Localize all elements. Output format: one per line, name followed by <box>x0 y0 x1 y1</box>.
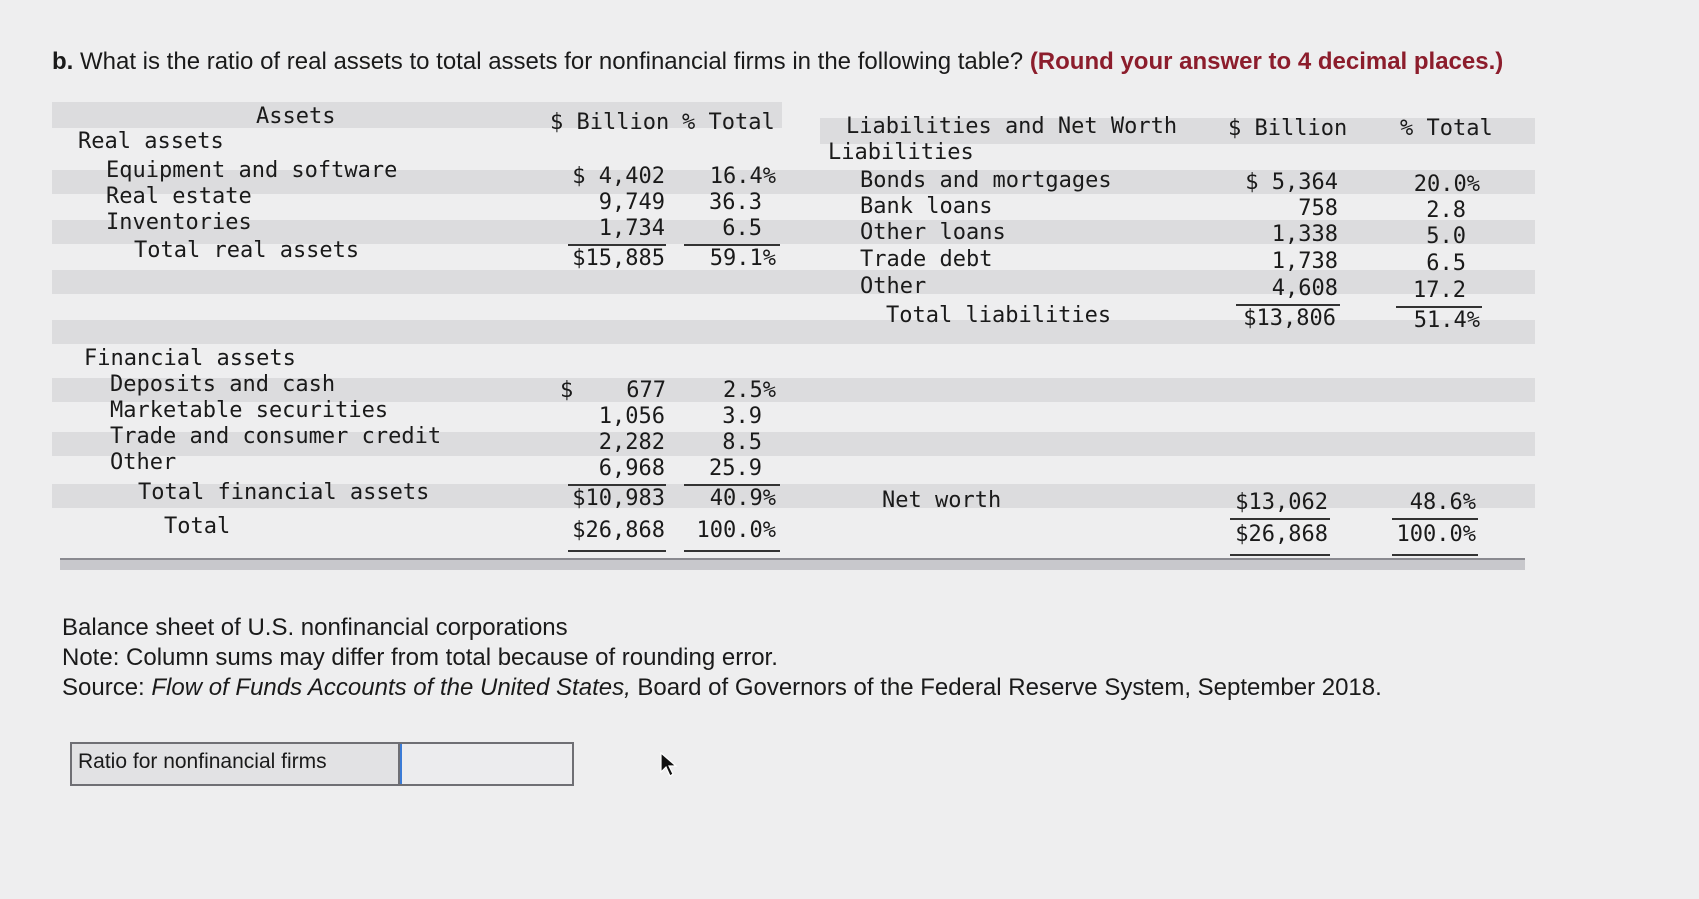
header-liabilities-networth: Liabilities and Net Worth <box>846 114 1178 139</box>
ratio-input[interactable] <box>400 744 572 784</box>
liab-row-billion: 4,608 <box>1271 276 1338 301</box>
total-label: Total <box>164 514 231 539</box>
real-row-label: Inventories <box>106 210 252 235</box>
real-row-label: Equipment and software <box>106 158 398 183</box>
real-row-billion: $ 4,402 <box>572 164 665 189</box>
liab-row-label: Bank loans <box>860 194 993 219</box>
liabilities-title: Liabilities <box>828 140 974 165</box>
real-row-pct: 36.3 <box>709 190 762 215</box>
liab-row-label: Trade debt <box>860 247 993 272</box>
total-liabilities-pct: 51.4% <box>1413 308 1480 333</box>
caption-title: Balance sheet of U.S. nonfinancial corporations <box>62 614 568 641</box>
double-underline <box>1230 554 1330 556</box>
total-fin-billion: $10,983 <box>572 486 665 511</box>
liab-row-pct: 2.8 <box>1426 198 1466 223</box>
total-liabilities-label: Total liabilities <box>886 303 1112 328</box>
double-underline <box>684 550 780 552</box>
caption-source <box>62 674 1382 702</box>
ratio-label: Ratio for nonfinancial firms <box>72 744 400 784</box>
header-pct-right: % Total <box>1400 116 1493 141</box>
net-worth-label: Net worth <box>882 488 1002 513</box>
total-fin-label: Total financial assets <box>138 480 430 505</box>
underline <box>1392 518 1478 520</box>
underline <box>1230 518 1330 520</box>
header-billion-right: $ Billion <box>1228 116 1348 141</box>
fin-row-billion: 6,968 <box>598 456 665 481</box>
question-hint: (Round your answer to 4 decimal places.) <box>1029 48 1504 75</box>
real-row-label: Real estate <box>106 184 252 209</box>
liab-row-billion: 1,338 <box>1271 222 1338 247</box>
real-assets-title: Real assets <box>78 129 224 154</box>
total-liab-nw-billion: $26,868 <box>1235 522 1328 547</box>
liab-row-pct: 6.5 <box>1426 251 1466 276</box>
question-body: What is the ratio of real assets to total assets for nonfinancial firms in the following table? <box>80 48 1024 75</box>
total-real-label: Total real assets <box>134 238 360 263</box>
net-worth-billion: $13,062 <box>1235 490 1328 515</box>
total-liabilities-billion: $13,806 <box>1243 306 1336 331</box>
liab-row-pct: 5.0 <box>1426 224 1466 249</box>
real-row-pct: 6.5 <box>722 216 762 241</box>
caption-source-title: Flow of Funds Accounts of the United States, <box>151 674 631 701</box>
fin-row-label: Deposits and cash <box>110 372 336 397</box>
total-liab-nw-pct: 100.0% <box>1396 522 1476 547</box>
liab-row-pct: 20.0% <box>1413 172 1480 197</box>
fin-row-pct: 25.9 <box>709 456 762 481</box>
fin-row-billion: $ 677 <box>560 378 666 403</box>
liab-row-label: Bonds and mortgages <box>860 168 1112 193</box>
fin-row-billion: 1,056 <box>598 404 665 429</box>
total-real-billion: $15,885 <box>572 246 665 271</box>
caption-note: Note: Column sums may differ from total because of rounding error. <box>62 644 778 671</box>
header-billion: $ Billion <box>550 110 670 135</box>
table-bottom-rule <box>60 558 1525 570</box>
real-row-billion: 9,749 <box>598 190 665 215</box>
liab-row-billion: 758 <box>1298 196 1338 221</box>
fin-row-label: Other <box>110 450 177 475</box>
question-text <box>52 48 1503 76</box>
fin-row-label: Trade and consumer credit <box>110 424 442 449</box>
fin-row-pct: 2.5% <box>723 378 776 403</box>
double-underline <box>568 550 666 552</box>
fin-row-label: Marketable securities <box>110 398 389 423</box>
total-pct: 100.0% <box>696 518 776 543</box>
liab-row-label: Other loans <box>860 220 1006 245</box>
total-fin-pct: 40.9% <box>709 486 776 511</box>
liab-row-billion: 1,738 <box>1271 249 1338 274</box>
caption-source-prefix: Source: <box>62 674 152 701</box>
double-underline <box>1392 554 1478 556</box>
real-row-pct: 16.4% <box>709 164 776 189</box>
question-prefix: b. <box>52 48 74 75</box>
liab-row-label: Other <box>860 274 927 299</box>
real-row-billion: 1,734 <box>598 216 665 241</box>
header-band-left <box>52 102 782 128</box>
fin-row-billion: 2,282 <box>598 430 665 455</box>
mouse-cursor-icon <box>660 752 678 778</box>
fin-row-pct: 8.5 <box>722 430 762 455</box>
net-worth-pct: 48.6% <box>1409 490 1476 515</box>
fin-row-pct: 3.9 <box>722 404 762 429</box>
total-real-pct: 59.1% <box>709 246 776 271</box>
total-billion: $26,868 <box>572 518 665 543</box>
header-assets: Assets <box>256 104 336 129</box>
financial-assets-title: Financial assets <box>84 346 296 371</box>
caption-source-rest: Board of Governors of the Federal Reserve System, September 2018. <box>630 674 1382 701</box>
liab-row-pct: 17.2 <box>1413 278 1466 303</box>
liab-row-billion: $ 5,364 <box>1245 170 1338 195</box>
ratio-answer-row <box>70 742 574 786</box>
header-pct: % Total <box>682 110 775 135</box>
